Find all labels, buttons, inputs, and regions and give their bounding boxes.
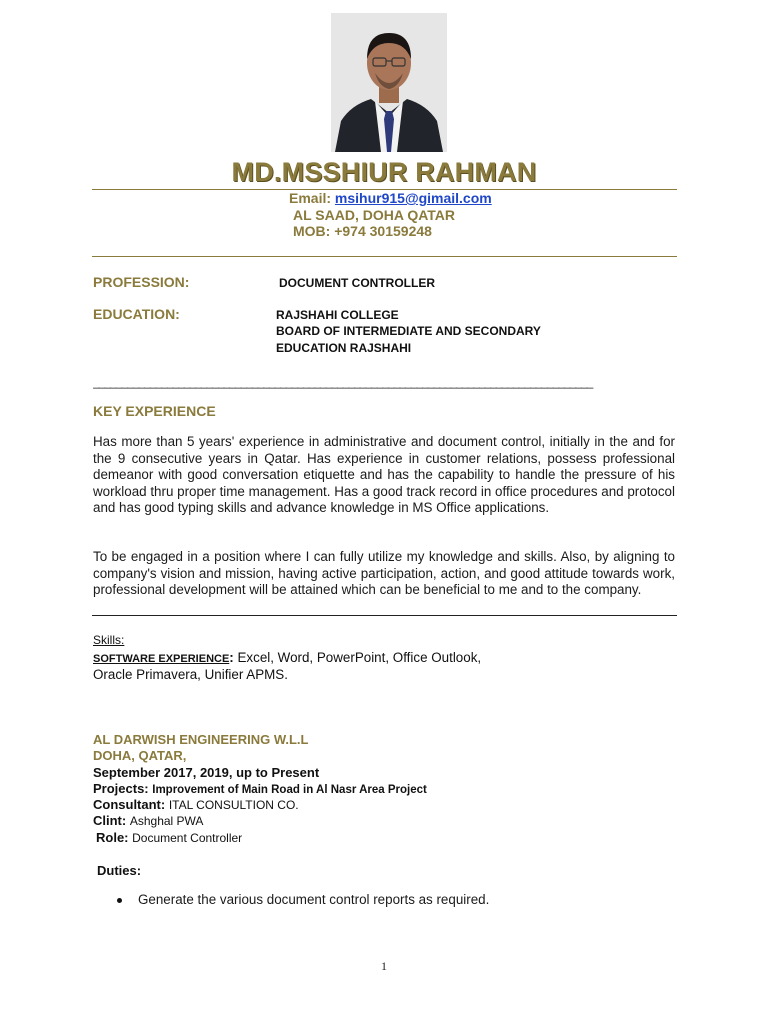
- profile-photo: [331, 13, 447, 152]
- mobile-text: MOB: +974 30159248: [293, 223, 432, 239]
- software-experience-line: SOFTWARE EXPERIENCE: Excel, Word, PowerPoint, Office Outlook,: [93, 650, 482, 665]
- candidate-name: MD.MSSHIUR RAHMAN: [231, 157, 537, 187]
- education-line-3: EDUCATION RAJSHAHI: [276, 341, 412, 355]
- role-label: Role:: [96, 830, 129, 845]
- consultant-line: [93, 797, 299, 812]
- key-experience-paragraph-2: To be engaged in a position where I can fully utilize my knowledge and skills. Also, by aligning to company's vision and mission, having active participation, action, and good attitude towards work, professional development will be attained which can be beneficial to me and to the company.: [93, 549, 675, 598]
- role-line: [96, 830, 242, 845]
- email-link[interactable]: msihur915@gimail.com: [334, 190, 492, 206]
- client-label: Clint:: [93, 813, 127, 828]
- duties-label: Duties:: [97, 863, 142, 878]
- projects-label: Projects:: [93, 781, 149, 796]
- education-label: EDUCATION:: [93, 306, 180, 322]
- company-location: DOHA, QATAR,: [93, 748, 187, 763]
- email-line: [289, 190, 492, 206]
- address-text: AL SAAD, DOHA QATAR: [293, 207, 456, 223]
- software-list-2: Oracle Primavera, Unifier APMS.: [93, 667, 288, 682]
- education-line-2: BOARD OF INTERMEDIATE AND SECONDARY: [276, 324, 541, 338]
- key-experience-heading: KEY EXPERIENCE: [93, 403, 216, 419]
- consultant-value: ITAL CONSULTION CO.: [168, 798, 299, 812]
- bullet-icon: [117, 898, 122, 903]
- projects-line: [93, 781, 427, 796]
- header-bottom-rule: [92, 256, 677, 257]
- duty-list-item: [117, 892, 489, 907]
- duty-text: Generate the various document control reports as required.: [138, 892, 490, 907]
- consultant-label: Consultant:: [93, 797, 166, 812]
- education-line-1: RAJSHAHI COLLEGE: [276, 308, 399, 322]
- client-line: [93, 813, 203, 828]
- role-value: Document Controller: [132, 831, 243, 845]
- employment-period: September 2017, 2019, up to Present: [93, 765, 320, 780]
- projects-value: Improvement of Main Road in Al Nasr Area Project: [152, 784, 427, 796]
- software-experience-label: SOFTWARE EXPERIENCE: [93, 653, 230, 665]
- company-name: AL DARWISH ENGINEERING W.L.L: [93, 732, 309, 747]
- client-value: Ashghal PWA: [129, 814, 204, 828]
- page-number: 1: [381, 959, 387, 973]
- profession-label: PROFESSION:: [93, 274, 190, 290]
- software-list-1: Excel, Word, PowerPoint, Office Outlook,: [237, 650, 482, 665]
- email-label: Email:: [289, 190, 332, 206]
- key-experience-paragraph-1: Has more than 5 years' experience in administrative and document control, initially in the and for the 9 consecutive years in Qatar. Has experience in customer relations, possess professional demeanor with good conversation etiquette and has the capability to handle the pressure of his workload thru proper time management. Has a good track record in office procedures and protocol and has good typing skills and advance knowledge in MS Office applications.: [93, 434, 675, 516]
- profession-value: DOCUMENT CONTROLLER: [279, 276, 435, 290]
- experience-rule: [92, 615, 677, 616]
- skills-label: Skills:: [93, 633, 125, 647]
- section-divider: ________________________________________________________________________________________: [93, 375, 593, 389]
- portrait-image: [331, 13, 447, 152]
